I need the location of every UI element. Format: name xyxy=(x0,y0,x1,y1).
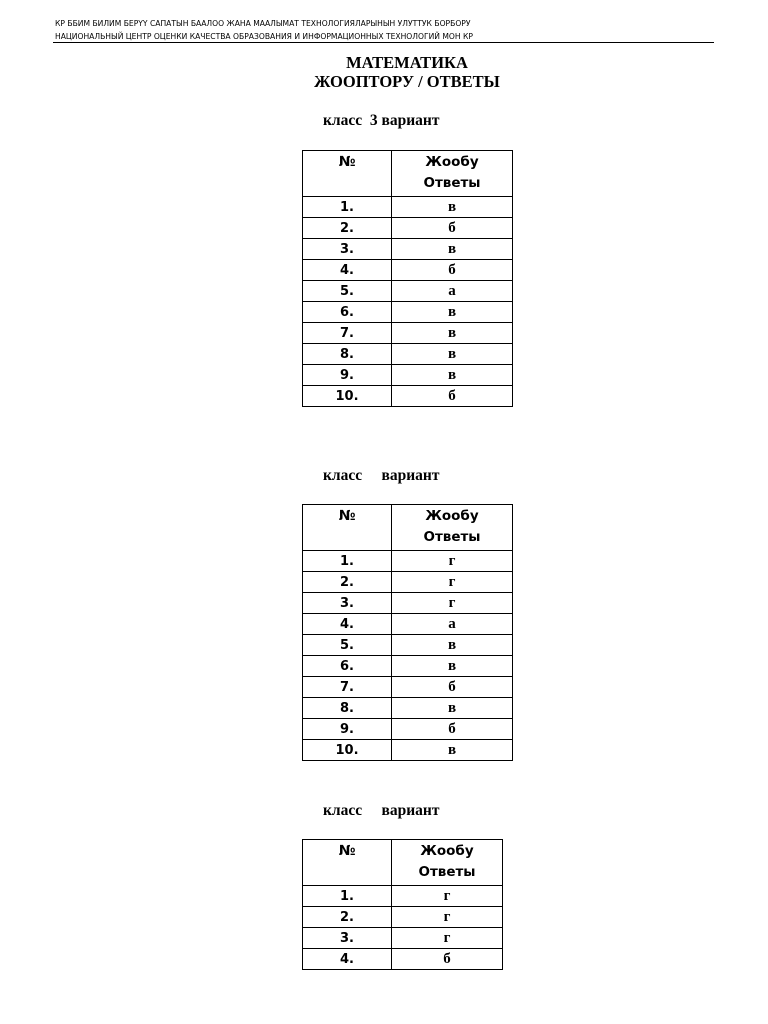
question-number: 8. xyxy=(303,344,392,365)
question-number: 8. xyxy=(303,698,392,719)
answers-table-1 xyxy=(302,150,513,407)
question-number: 1. xyxy=(303,197,392,218)
answer-letter: в xyxy=(392,698,513,719)
header-divider xyxy=(53,42,714,43)
section-1-label: класс 3 вариант xyxy=(323,112,440,129)
question-number: 6. xyxy=(303,656,392,677)
table-row xyxy=(303,949,503,970)
answer-letter: в xyxy=(392,635,513,656)
answer-letter: в xyxy=(392,239,513,260)
table-row xyxy=(303,886,503,907)
answer-letter: б xyxy=(392,719,513,740)
col-answer-header xyxy=(392,151,513,197)
table-row xyxy=(303,344,513,365)
answer-letter: б xyxy=(392,949,503,970)
answers-table-1-body xyxy=(303,151,513,407)
table-row xyxy=(303,386,513,407)
table-row xyxy=(303,323,513,344)
question-number: 2. xyxy=(303,572,392,593)
question-number: 4. xyxy=(303,614,392,635)
answers-table-2-body xyxy=(303,505,513,761)
answers-table-3 xyxy=(302,839,503,970)
col-answer-header xyxy=(392,505,513,551)
question-number: 10. xyxy=(303,740,392,761)
table-row xyxy=(303,260,513,281)
question-number: 9. xyxy=(303,719,392,740)
question-number: 10. xyxy=(303,386,392,407)
answer-letter: в xyxy=(392,344,513,365)
table-row xyxy=(303,302,513,323)
table-row xyxy=(303,218,513,239)
answer-letter: г xyxy=(392,572,513,593)
col-answer-header-kg: Жообу xyxy=(425,154,479,170)
table-row xyxy=(303,572,513,593)
header-line-kg: КР ББИМ БИЛИМ БЕРҮҮ САПАТЫН БААЛОО ЖАНА МААЛЫМАТ ТЕХНОЛОГИЯЛАРЫНЫН УЛУТТУК БОРБОРУ xyxy=(55,19,471,28)
table-row xyxy=(303,740,513,761)
answer-letter: в xyxy=(392,656,513,677)
table-row xyxy=(303,239,513,260)
answer-letter: в xyxy=(392,365,513,386)
answer-letter: в xyxy=(392,302,513,323)
answer-letter: б xyxy=(392,677,513,698)
answer-letter: а xyxy=(392,281,513,302)
table-row xyxy=(303,593,513,614)
question-number: 2. xyxy=(303,218,392,239)
answers-table-3-body xyxy=(303,840,503,970)
table-row xyxy=(303,551,513,572)
answer-letter: г xyxy=(392,907,503,928)
table-row xyxy=(303,281,513,302)
table-row xyxy=(303,719,513,740)
col-number-header: № xyxy=(303,505,392,551)
col-answer-header-ru: Ответы xyxy=(418,864,476,880)
col-answer-header-kg: Жообу xyxy=(420,843,474,859)
table-header-row xyxy=(303,840,503,886)
question-number: 7. xyxy=(303,677,392,698)
col-answer-header xyxy=(392,840,503,886)
table-row xyxy=(303,928,503,949)
col-number-header: № xyxy=(303,840,392,886)
document-header xyxy=(55,17,715,43)
question-number: 3. xyxy=(303,239,392,260)
table-row xyxy=(303,698,513,719)
table-row xyxy=(303,635,513,656)
table-row xyxy=(303,677,513,698)
question-number: 9. xyxy=(303,365,392,386)
answer-letter: б xyxy=(392,260,513,281)
answer-letter: в xyxy=(392,740,513,761)
question-number: 5. xyxy=(303,635,392,656)
answer-letter: а xyxy=(392,614,513,635)
question-number: 4. xyxy=(303,949,392,970)
question-number: 5. xyxy=(303,281,392,302)
answer-letter: г xyxy=(392,593,513,614)
question-number: 1. xyxy=(303,551,392,572)
table-row xyxy=(303,907,503,928)
answer-letter: в xyxy=(392,323,513,344)
question-number: 7. xyxy=(303,323,392,344)
header-line-ru: НАЦИОНАЛЬНЫЙ ЦЕНТР ОЦЕНКИ КАЧЕСТВА ОБРАЗОВАНИЯ И ИНФОРМАЦИОННЫХ ТЕХНОЛОГИЙ МОН КР xyxy=(55,32,473,41)
question-number: 4. xyxy=(303,260,392,281)
table-header-row xyxy=(303,505,513,551)
col-answer-header-ru: Ответы xyxy=(423,175,481,191)
col-number-header: № xyxy=(303,151,392,197)
table-row xyxy=(303,656,513,677)
table-row xyxy=(303,614,513,635)
answer-letter: г xyxy=(392,886,503,907)
table-header-row xyxy=(303,151,513,197)
answers-subtitle: ЖООПТОРУ / ОТВЕТЫ xyxy=(314,72,500,91)
section-2-label: класс вариант xyxy=(323,467,440,484)
question-number: 6. xyxy=(303,302,392,323)
answer-letter: г xyxy=(392,551,513,572)
table-row xyxy=(303,365,513,386)
subject-title: МАТЕМАТИКА xyxy=(346,53,468,72)
col-answer-header-ru: Ответы xyxy=(423,529,481,545)
question-number: 3. xyxy=(303,593,392,614)
question-number: 1. xyxy=(303,886,392,907)
section-3-label: класс вариант xyxy=(323,802,440,819)
answer-letter: в xyxy=(392,197,513,218)
question-number: 3. xyxy=(303,928,392,949)
answer-letter: б xyxy=(392,386,513,407)
col-answer-header-kg: Жообу xyxy=(425,508,479,524)
answers-table-2 xyxy=(302,504,513,761)
question-number: 2. xyxy=(303,907,392,928)
answer-letter: г xyxy=(392,928,503,949)
answer-letter: б xyxy=(392,218,513,239)
table-row xyxy=(303,197,513,218)
